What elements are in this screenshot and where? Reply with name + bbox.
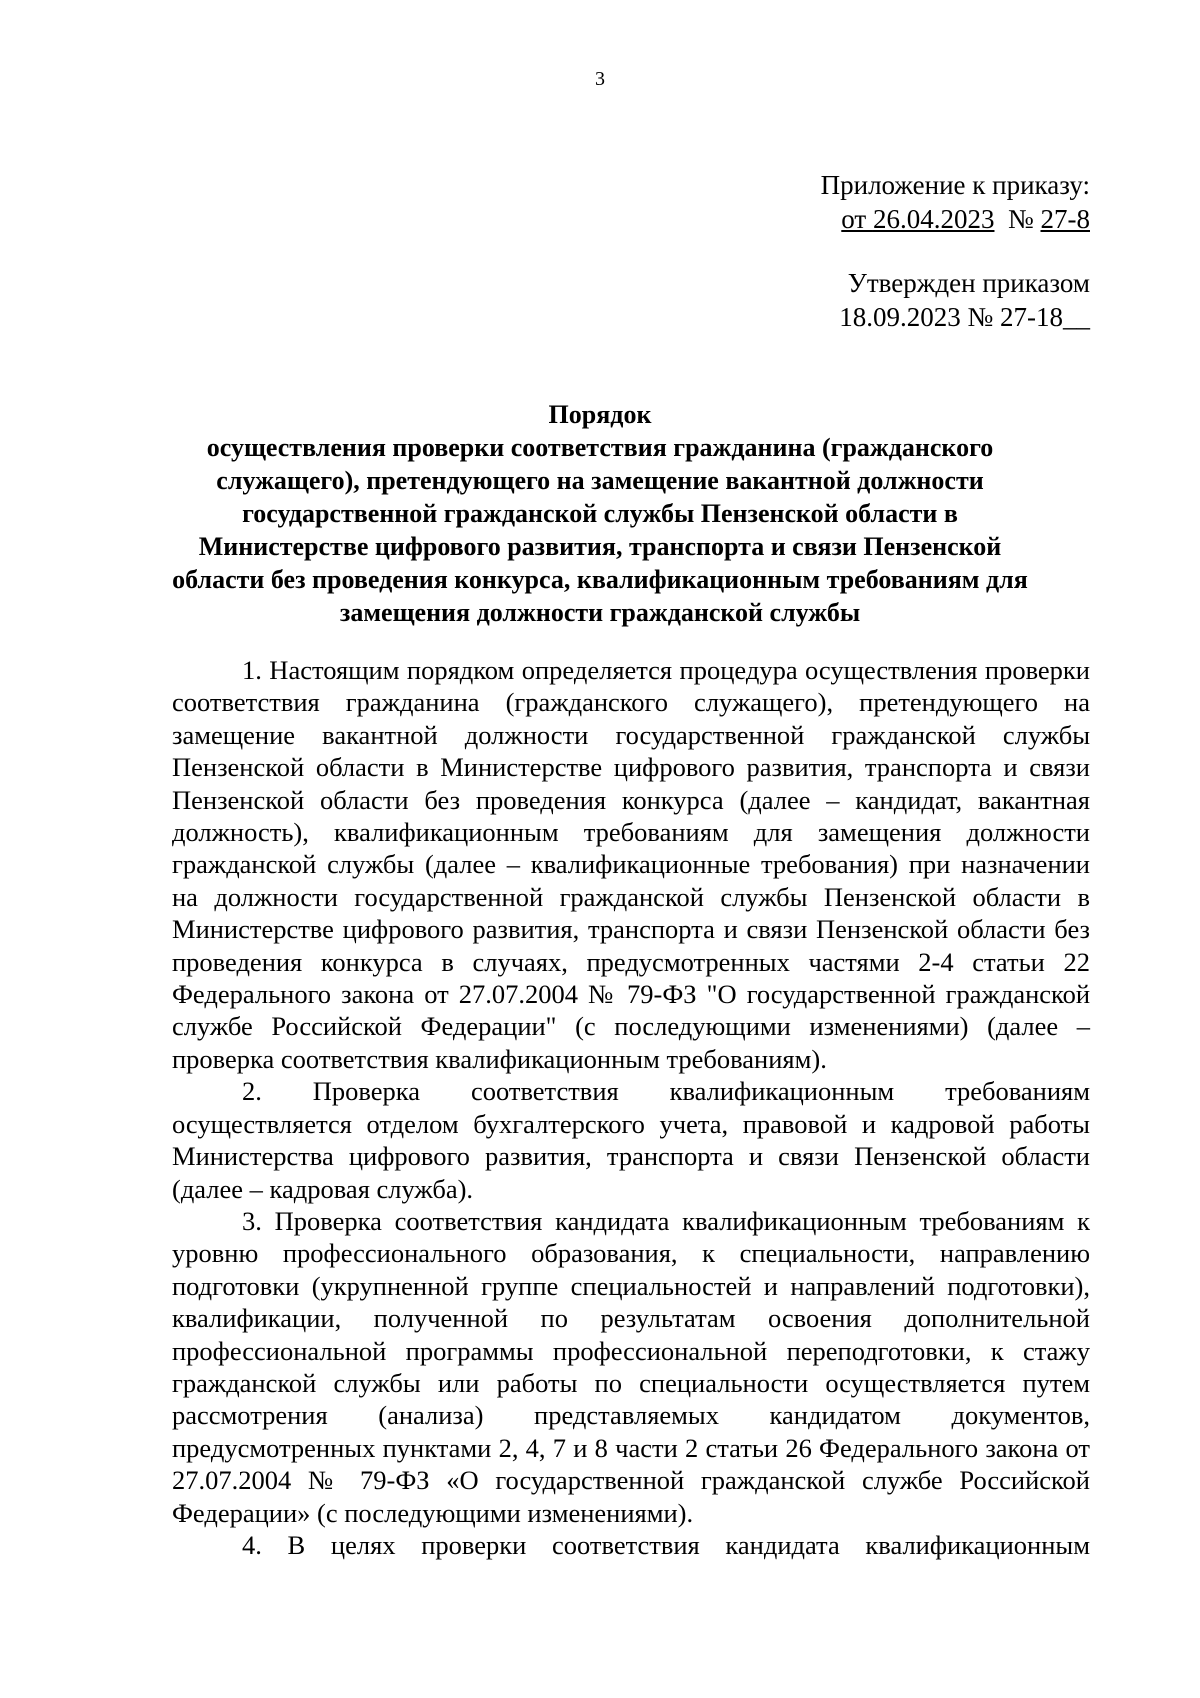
annex-date-prefix: от [841, 204, 873, 234]
approved-block [839, 266, 1090, 334]
paragraph-2: 2. Проверка соответствия квалификационным требованиям осуществляется отделом бухгалтерского учета, правовой и кадровой работы Министерства цифрового развития, транспорта и связи Пензенской области (далее – кадровая служба). [172, 1076, 1090, 1204]
title-line-5: Министерстве цифрового развития, транспорта и связи Пензенской [198, 532, 1002, 561]
annex-number-prefix: № [1007, 204, 1041, 234]
title-line-4: государственной гражданской службы Пензенской области в [242, 499, 958, 528]
approved-order-reference: 18.09.2023 № 27-18__ [839, 302, 1090, 332]
title-line-6: области без проведения конкурса, квалификационным требованиям для [172, 565, 1028, 594]
title-line-7: замещения должности гражданской службы [339, 598, 861, 627]
approved-heading: Утвержден приказом [847, 268, 1090, 298]
annex-number: 27-8 [1040, 204, 1090, 234]
annex-date: 26.04.2023 [872, 204, 995, 234]
paragraph-1: 1. Настоящим порядком определяется процедура осуществления проверки соответствия гражданина (гражданского служащего), претендующего на замещение вакантной должности государственной гражданской службы Пензенской области в Министерстве цифрового развития, транспорта и связи Пензенской области без проведения конкурса (далее – кандидат, вакантная должность), квалификационным требованиям для замещения должности гражданской службы (далее – квалификационные требования) при назначении на должности государственной гражданской службы Пензенской области в Министерстве цифрового развития, транспорта и связи Пензенской области без проведения конкурса в случаях, предусмотренных частями 2-4 статьи 22 Федерального закона от 27.07.2004 № 79-ФЗ "О государственной гражданской службе Российской Федерации" (с последующими изменениями) (далее – проверка соответствия квалификационным требованиям). [172, 655, 1090, 1074]
document-title [150, 398, 1050, 629]
title-line-3: служащего), претендующего на замещение вакантной должности [216, 466, 984, 495]
paragraph-4: 4. В целях проверки соответствия кандидата квалификационным [242, 1529, 1090, 1560]
annex-block [821, 168, 1090, 236]
title-line-1: Порядок [548, 400, 652, 429]
document-body [172, 654, 1090, 1561]
annex-date-line [821, 202, 1090, 236]
paragraph-3: 3. Проверка соответствия кандидата квалификационным требованиям к уровню профессионального образования, к специальности, направлению подготовки (укрупненной группе специальностей и направлений подготовки), квалификации, полученной по результатам освоения дополнительной профессиональной программы профессиональной переподготовки, к стажу гражданской службы или работы по специальности осуществляется путем рассмотрения (анализа) представляемых кандидатом документов, предусмотренных пунктами 2, 4, 7 и 8 части 2 статьи 26 Федерального закона от 27.07.2004 № 79-ФЗ «О государственной гражданской службе Российской Федерации» (с последующими изменениями). [172, 1205, 1090, 1528]
page-number: 3 [595, 68, 605, 90]
title-line-2: осуществления проверки соответствия гражданина (гражданского [206, 433, 994, 462]
annex-heading: Приложение к приказу: [820, 170, 1090, 200]
